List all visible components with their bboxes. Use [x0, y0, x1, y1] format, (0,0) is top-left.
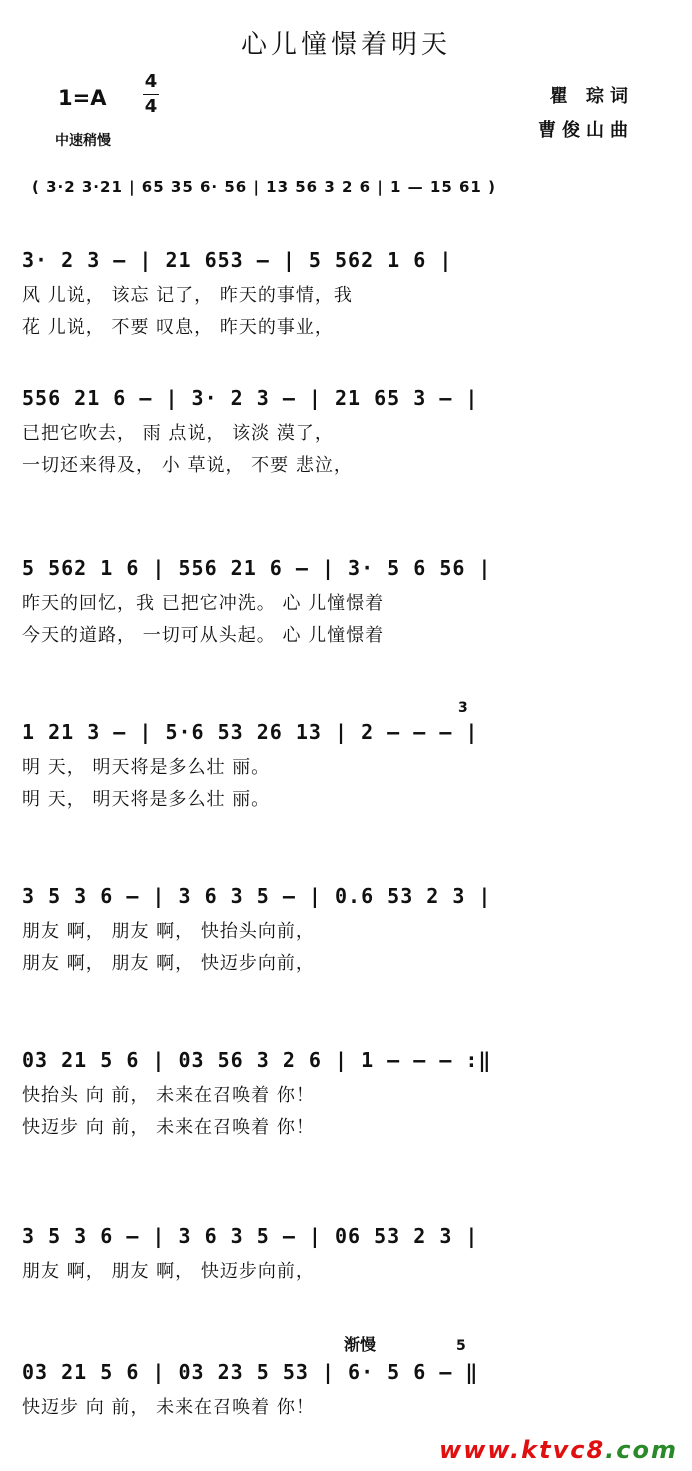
meter-top: 4: [144, 71, 158, 92]
score-line-5: [22, 876, 670, 980]
tempo-marking: 中速稍慢: [55, 133, 111, 149]
lyric-verse-1: 快迈步 向 前， 未来在召唤着 你！: [22, 1397, 315, 1418]
score-line-7: [22, 1216, 670, 1288]
site-watermark: [439, 1436, 678, 1464]
notation: 03 21 5 6 | 03 56 3 2 6 | 1 — — — :‖: [22, 1048, 492, 1072]
notation: 1 21 3 — | 5·6 53 26 13 | 2 — — — |: [22, 720, 479, 744]
meter-bottom: 4: [144, 96, 158, 117]
score-line-6: [22, 1040, 670, 1144]
score-line-2: [22, 378, 670, 482]
intro-notation: ( 3·2 3·21 | 65 35 6· 56 | 13 56 3 2 6 | 1 — 15 61 ): [32, 178, 496, 196]
lyric-verse-2: 今天的道路， 一切可从头起。 心 儿憧憬着: [22, 625, 385, 646]
score-line-8: [22, 1335, 670, 1424]
lyric-verse-1: 昨天的回忆，我 已把它冲洗。 心 儿憧憬着: [22, 593, 385, 614]
lyric-verse-1: 快抬头 向 前， 未来在召唤着 你！: [22, 1085, 315, 1106]
turn-mark: 3: [458, 700, 468, 716]
score-line-3: [22, 548, 670, 652]
notation: 3 5 3 6 — | 3 6 3 5 — | 0.6 53 2 3 |: [22, 884, 492, 908]
lyric-verse-2: 快迈步 向 前， 未来在召唤着 你！: [22, 1117, 315, 1138]
lyricist-credit: 瞿 琮词: [549, 86, 634, 107]
song-title: 心儿憧憬着明天: [240, 30, 451, 60]
key-signature: 1=A: [58, 86, 107, 110]
watermark-name: ktvc8: [521, 1436, 606, 1464]
score-line-4: [22, 700, 670, 816]
watermark-suffix: .com: [605, 1436, 678, 1464]
notation: 5 562 1 6 | 556 21 6 — | 3· 5 6 56 |: [22, 556, 492, 580]
tempo-change-mark: 渐慢: [344, 1335, 377, 1354]
turn-mark: 5: [456, 1338, 466, 1354]
notation: 03 21 5 6 | 03 23 5 53 | 6· 5 6 — ‖: [22, 1360, 479, 1384]
lyric-verse-1: 明 天， 明天将是多么壮 丽。: [22, 757, 271, 778]
lyric-verse-2: 明 天， 明天将是多么壮 丽。: [22, 789, 271, 810]
notation: 556 21 6 — | 3· 2 3 — | 21 65 3 — |: [22, 386, 479, 410]
lyric-verse-1: 朋友 啊， 朋友 啊， 快抬头向前，: [22, 921, 315, 942]
lyric-verse-1: 朋友 啊， 朋友 啊， 快迈步向前，: [22, 1261, 315, 1282]
score-line-1: [22, 240, 670, 344]
lyric-verse-1: 已把它吹去， 雨 点说， 该淡 漠了，: [22, 423, 334, 444]
lyric-verse-2: 朋友 啊， 朋友 啊， 快迈步向前，: [22, 953, 315, 974]
lyric-verse-1: 风 儿说， 该忘 记了， 昨天的事情，我: [22, 285, 353, 306]
notation: 3 5 3 6 — | 3 6 3 5 — | 06 53 2 3 |: [22, 1224, 479, 1248]
lyric-verse-2: 一切还来得及， 小 草说， 不要 悲泣，: [22, 455, 353, 476]
lyric-verse-2: 花 儿说， 不要 叹息， 昨天的事业，: [22, 317, 334, 338]
watermark-prefix: www.: [439, 1436, 522, 1464]
time-signature: [140, 70, 162, 119]
notation: 3· 2 3 — | 21 653 — | 5 562 1 6 |: [22, 248, 453, 272]
composer-credit: 曹俊山曲: [538, 120, 634, 141]
